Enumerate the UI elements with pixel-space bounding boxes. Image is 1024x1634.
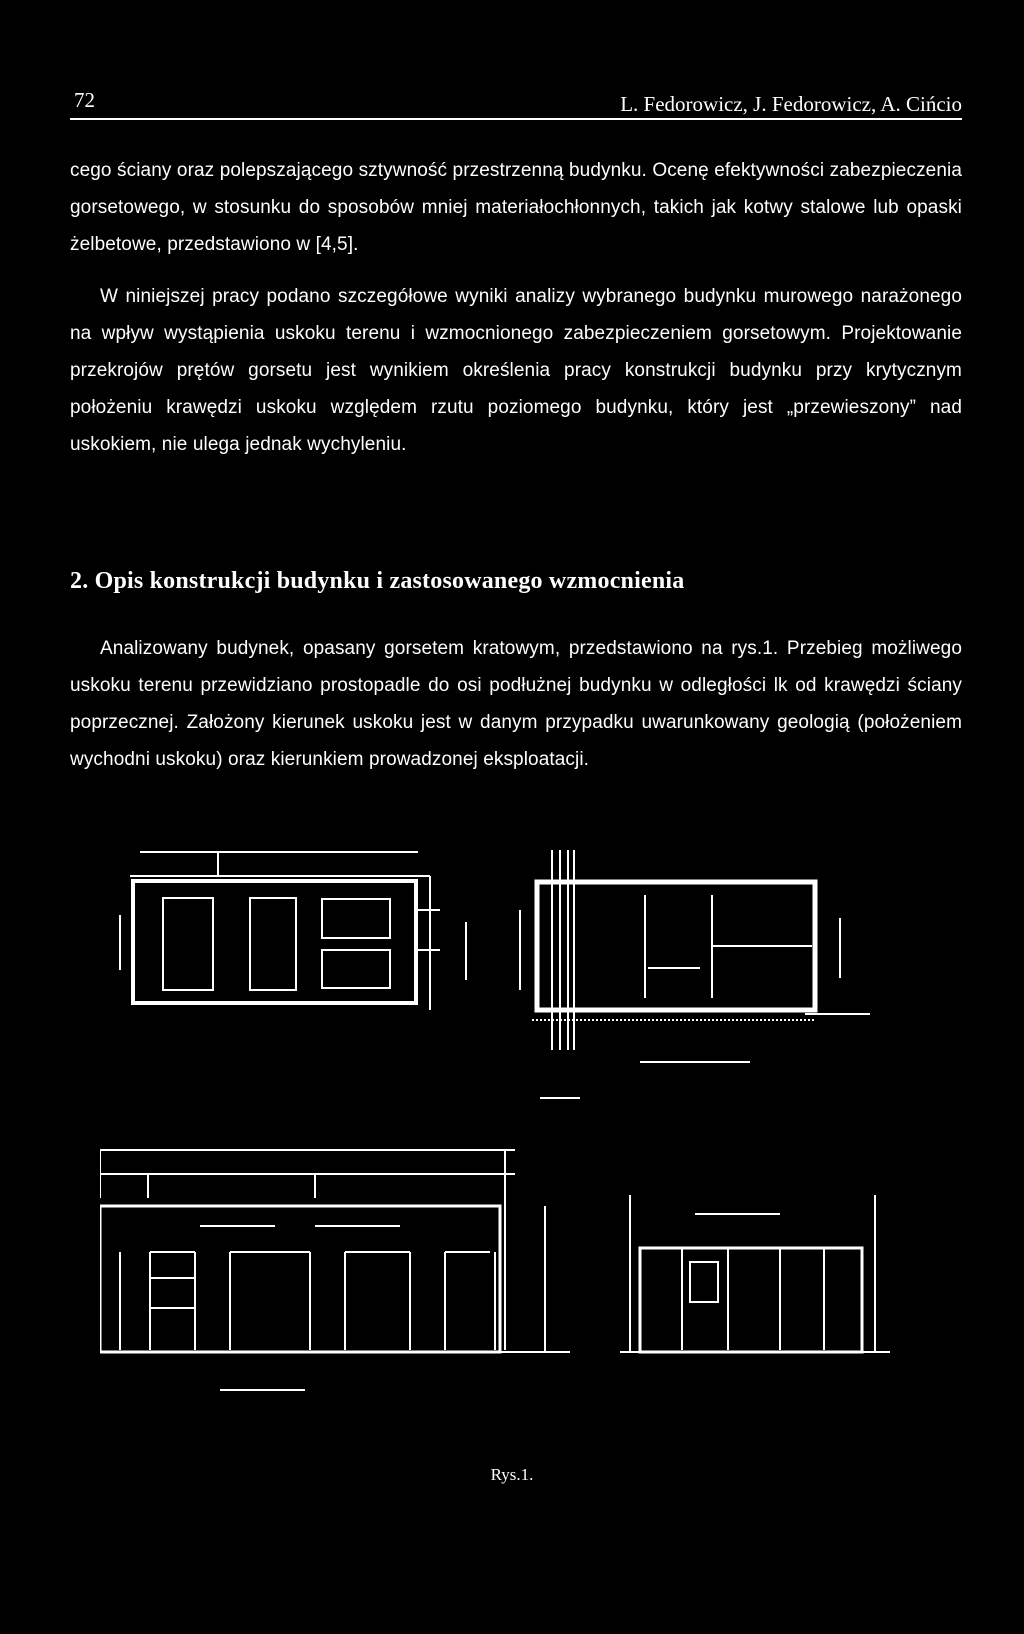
running-header bbox=[70, 88, 962, 120]
elevation-short bbox=[620, 1195, 890, 1352]
page-number: 72 bbox=[74, 88, 95, 112]
elevation-long bbox=[100, 1150, 570, 1390]
paragraph-scope: W niniejszej pracy podano szczegółowe wyniki analizy wybranego budynku murowego narażonego na wpływ wystąpienia uskoku terenu i wzmocnionego zabezpieczeniem gorsetowym. Projektowanie przekrojów prętów gorsetu jest wynikiem określenia pracy konstrukcji budynku przy krytycznym położeniu krawędzi uskoku względem rzutu poziomego budynku, który jest „przewieszony” nad uskokiem, nie ulega jednak wychyleniu. bbox=[70, 286, 962, 455]
header-authors: L. Fedorowicz, J. Fedorowicz, A. Cińcio bbox=[620, 92, 962, 116]
paragraph-building-description: Analizowany budynek, opasany gorsetem kratowym, przedstawiono na rys.1. Przebieg możliwego uskoku terenu przewidziano prostopadle do osi podłużnej budynku w odległości lk od krawędzi ściany poprzecznej. Założony kierunek uskoku jest w danym przypadku uwarunkowany geologią (położeniem wychodni uskoku) oraz kierunkiem prowadzonej eksploatacji. bbox=[70, 638, 962, 770]
paragraph-intro-continued: cego ściany oraz polepszającego sztywność przestrzenną budynku. Ocenę efektywności zabezpieczenia gorsetowego, w stosunku do sposobów mniej materiałochłonnych, takich jak kotwy stalowe lub opaski żelbetowe, przedstawiono w [4,5]. bbox=[70, 160, 962, 255]
figure-drawing bbox=[100, 850, 900, 1450]
figure-caption: Rys.1. bbox=[490, 1465, 534, 1484]
section-heading: 2. Opis konstrukcji budynku i zastosowanego wzmocnienia bbox=[70, 568, 685, 594]
plan-view-left bbox=[120, 852, 466, 1010]
plan-view-right bbox=[520, 850, 870, 1098]
